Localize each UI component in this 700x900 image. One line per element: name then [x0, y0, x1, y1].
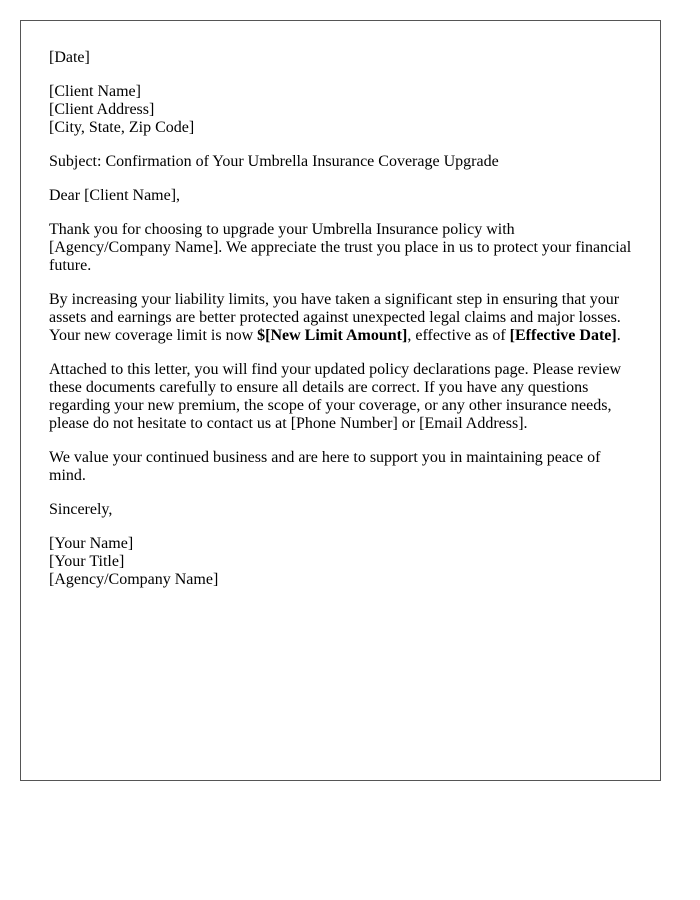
recipient-city: [City, State, Zip Code]: [49, 119, 195, 136]
letter-body: [49, 49, 637, 605]
salutation: Dear [Client Name],: [49, 187, 181, 204]
recipient-name: [Client Name]: [49, 83, 141, 100]
closing: Sincerely,: [49, 501, 113, 518]
letter-subject: Subject: Confirmation of Your Umbrella Insurance Coverage Upgrade: [49, 153, 499, 170]
paragraph-attachment: Attached to this letter, you will find your updated policy declarations page. Please review these documents carefully to ensure all details are correct. If you have any questions regarding your new premium, the scope of your coverage, or any other insurance needs, please do not hesitate to contact us at [Phone Number] or [Email Address].: [49, 361, 622, 432]
paragraph-thanks: Thank you for choosing to upgrade your Umbrella Insurance policy with [Agency/Company Name]. We appreciate the trust you place in us to protect your financial future.: [49, 221, 632, 274]
letter-page: [20, 20, 661, 781]
recipient-address: [Client Address]: [49, 101, 155, 118]
coverage-text-3: .: [616, 327, 621, 344]
effective-date: [Effective Date]: [509, 327, 617, 344]
sender-company: [Agency/Company Name]: [49, 571, 219, 588]
coverage-text-2: , effective as of: [407, 327, 510, 344]
signature-block: [49, 535, 637, 589]
recipient-block: [49, 83, 637, 137]
paragraph-closing-note: We value your continued business and are here to support you in maintaining peace of mind.: [49, 449, 601, 484]
sender-title: [Your Title]: [49, 553, 125, 570]
letter-date: [Date]: [49, 49, 90, 66]
new-limit-amount: $[New Limit Amount]: [257, 327, 408, 344]
coverage-text: By increasing your liability limits, you have taken a significant step in ensuring that your assets and earnings are better protected against unexpected legal claims and major losses. Your new coverage limit is now: [49, 291, 621, 344]
sender-name: [Your Name]: [49, 535, 134, 552]
paragraph-coverage: [49, 291, 637, 345]
